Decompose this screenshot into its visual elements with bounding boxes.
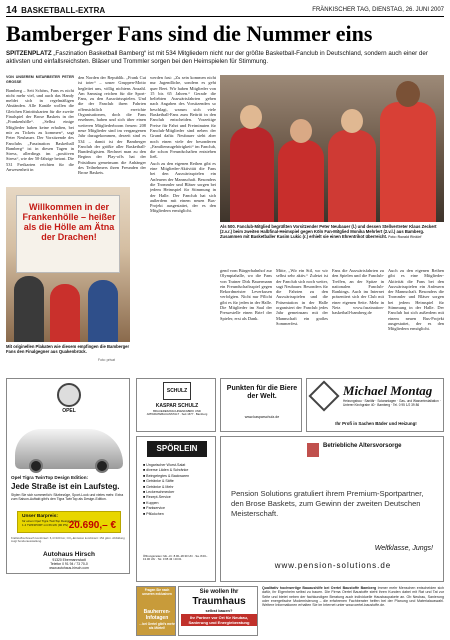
dealer-url[interactable]: www.autohaus-hirsch.com (49, 566, 89, 570)
opel-slogan: Jede Straße ist ein Laufsteg. (11, 482, 120, 491)
opel-fine-print: Kraftstoffverbrauch kombiniert: 6,4 l/100 km; CO₂-Emission kombiniert: 154 g/km. Abbildung zeigt Sonderausstattung. (11, 536, 125, 544)
car-image (15, 429, 123, 469)
fan-figure (14, 276, 44, 342)
price-note: für einen Opel Tigra TwinTop Design Edition 1.4 TWINPORT mit 66 kW (90 PS) (22, 519, 81, 527)
punkten-ad[interactable] (220, 378, 302, 432)
price-value: 20.690,– € (68, 520, 116, 531)
schulz-name: KASPAR SCHULZ (155, 403, 199, 409)
schulz-subtitle: BRAUEREIMASCHINENFABRIK UND APPARATEBAUANSTALT · Seit 1677 · Bamberg (146, 409, 208, 417)
traumhaus-title: Traumhaus (192, 596, 246, 607)
sponsor-tagline: Weltklasse, Jungs! (374, 545, 433, 552)
bauherren-ad[interactable] (136, 586, 176, 636)
punkten-slogan: Punkten für die Biere der Welt. (226, 385, 298, 400)
list-item: ■ Rezept-Service (143, 495, 171, 500)
montag-subtitle: Heizungsbau · Sanitär · Solaranlagen · Gas- und Wasserinstallation · Unterer Kirchgrabe 40 · Bamberg · Tel. 0 95 1/2 39 86 (343, 399, 441, 407)
sporlein-list (143, 463, 213, 517)
price-box (17, 511, 121, 533)
person-head (341, 109, 363, 133)
sponsor-heading: Betriebliche Altersvorsorge (323, 443, 402, 449)
list-item: ■ Ungarischer Wurst-Salat (143, 463, 186, 467)
traumhaus-banner: Ihr Partner vor Ort für Neubau, Sanierung und Energieberatung (181, 614, 257, 626)
column-text: Auch zu den eigenen Reihen gibt es eine Mitglieder-Aktivität die Fans bei den Auswärtsspielen ein Anfeuern der Mannschaft. Besonders die Trommler und Bläser sorgen bei jedem Heimspiel für Stimmung in der Halle. Der Fanclub hat sich außerdem mit einem neuen Bus-Projekt ausgestattet, der es den Mitgliedern ermöglicht. (150, 160, 216, 214)
opel-logo-icon (57, 383, 81, 407)
page-number: 14 (6, 4, 18, 16)
caption-text: Als 500. Fanclub-Mitglied begrüßten Vorsitzender Peter Neubauer (l.) und dessen Stellvertreter Klaus Zeckert (2.v.r.) beim zweiten Halbfinal-Heimspiel gegen Köln Fan-Mitglied Monika Mehrlert (2.v.l.) aus Bamberg. Zusammen mit Basketballer Kasim Lukic (r.) erhielt sie einen Ehrentrikot überreicht. (220, 224, 437, 239)
bauherren-title: Bauherren-Infotagen (143, 609, 171, 621)
fan-figure (88, 280, 118, 342)
article-column-1 (6, 75, 74, 185)
person-head (396, 81, 420, 107)
dealer-address: 91320 Ebermannstadt (52, 558, 86, 562)
oertel-advertorial (262, 586, 444, 636)
person-figure (380, 102, 436, 222)
column-text: Fans die Auswärtsfahrten zu den Spielen und die Fanclub-Treffen, an der Spitze in nationalen Fanclub-Rankings. Auch im Internet präsentiert sich der Club mit einer eigenen Seite. Mehr in Netz www.faszination-basketball-bamberg.de (332, 268, 384, 316)
traumhaus-ad[interactable] (178, 586, 258, 636)
article-column-4 (220, 268, 272, 374)
article-column-6 (332, 268, 384, 374)
opel-model: Opel Tigra TwinTop Design Edition: (11, 475, 89, 480)
traumhaus-question: Sie wollen Ihr (199, 589, 239, 595)
punkten-url[interactable]: www.kasparschulz.de (244, 415, 280, 419)
section-title: BASKETBALL-EXTRA (21, 5, 106, 15)
column-text: Mitte, „Wir ein Stil, wo wir selbst sehr aktiv.“ Zuletzt ist der Fanclub sich noch weiter, sagt Neubauer. Besonders für die Fahrten zu den Auswärtsspielen und die Präsentation in der Halle organisiert der Fanclub jedes Jahr gemeinsam mit der Mannschaft ein großes Sommerfest. (276, 268, 328, 326)
article-headline: Bamberger Fans sind die Nummer eins (6, 21, 373, 46)
fan-sign (16, 195, 120, 273)
dealer-name: Autohaus Hirsch (42, 551, 95, 558)
list-item: ■ Parkservice (143, 506, 165, 511)
wheel-icon (29, 459, 43, 473)
person-figure (278, 140, 324, 222)
article-column-3 (150, 75, 216, 375)
opel-brand: OPEL (62, 408, 76, 414)
list-item: ■ Kuppen (143, 500, 159, 505)
price-label: Unser Barpreis: (22, 514, 58, 519)
flag-icon (307, 443, 319, 457)
article-column-2 (78, 75, 146, 185)
article-column-7 (388, 268, 444, 374)
dealer-block (7, 551, 130, 574)
list-item: ■ Leckerschmecker (143, 490, 175, 495)
person-head (290, 119, 312, 143)
column-text: Bamberg – Seit Schöns, Fans es nicht nicht mehr viel, und auch das Handy meldet sich in regelmäßigen Abständen. Alle Kanäle wollen die Gleichen Eintrittskarten für die zweite Finalspiel der Brose Baskets in der „Frankenhölle“. „Selbst einige Mitglieder haben keine erhalten, bei mir zu Tickets zu kommen“, sagt Peter Neubauer. Der Vorsitzende des Fanclubs „Faszination Basketball Bamberg“ ist in diesen Tagen in Stress, allerdings im „positiven Stress“, wie der 50-Jährige betont. Die 531 Freikarten reichten für die Anwesenheit in (6, 87, 74, 173)
deck-lead: SPITZENPLATZ (6, 50, 52, 57)
article-byline: VON UNSEREM MITARBEITER PETER GROSSE (6, 75, 74, 85)
deck-text: „Faszination Basketball Bamberg“ ist mit 534 Mitgliedern nicht nur der größte Basketball-Fanclub in Deutschland, sondern auch einer der aktivsten und einfallsreichsten. Bläser und Trommler sorgen bei den Heimspielen für Stimmung. (6, 50, 428, 65)
list-item: ■ Pflückchen (143, 511, 164, 516)
schulz-logo: SCHULZ (163, 382, 191, 400)
bauherren-text: Fragen Sie nach unseren exklusiven (142, 588, 172, 596)
montag-ad[interactable] (306, 378, 444, 432)
dealer-phone: Telefon 0 91 94 / 73 70-0 (50, 562, 88, 566)
article-column-5 (276, 268, 328, 374)
opel-description: Stylen Sie sich sommerlich: Sitzbezüge, Sport-Look und vieles mehr. Extra zum Saison-Auftakt gibt's den Tigra TwinTop als Design-Edition. (11, 493, 124, 502)
column-text: gend vom Bürgerbahnhof zur Olympiahalle, wo die Fans von Trainer Dirk Bauermann ein Freundschaftsspiel gegen Rekordmeister Leverkusen verfolgten. Nicht nur Pflicht gibt es für jeden in der Halle. Die Mitglieder im Saal der Pressestelle einen Brief der Spieler, erst als Dank. (220, 268, 272, 321)
page-header (6, 4, 444, 17)
photo-caption-left: Mit originellen Plakaten wie diesem empfingen die Bamberger Fans den Finalgegner aus Quakenbrück. (6, 344, 130, 354)
photo-caption-right (220, 224, 444, 240)
wheel-icon (95, 459, 109, 473)
list-item: ■ Getränke & Säfte (143, 479, 174, 484)
photo-credit-right: Foto: Ronald Rinklef (388, 235, 422, 239)
list-item: ■ diverse Läden & Schränke (143, 468, 189, 473)
column-text: Auch zu den eigenen Reihen gibt es eine Mitglieder-Aktivität die Fans bei den Auswärtsspielen ein Anfeuern der Mannschaft. Besonders die Trommler und Bläser sorgen bei jedem Heimspiel für Stimmung in der Halle. Der Fanclub hat sich außerdem mit einem neuen Bus-Projekt ausgestattet, der es den Mitgliedern ermöglicht. (388, 268, 444, 332)
bauherren-footer: …bei Oertel gibt's mehr als Mörtel! (139, 622, 175, 630)
photo-credit-left: Foto: privat (98, 358, 115, 362)
fan-sign-text: Willkommen in der Frankenhölle – heißer als die Hölle am Ätna der Drachen! (22, 202, 116, 242)
sponsor-body: Pension Solutions gratuliert ihrem Premium-Sportpartner, den Brose Baskets, zum Gewinn der zweiten Deutschen Meisterschaft. (231, 489, 424, 518)
fan-sign-photo (6, 187, 130, 342)
person-figure (230, 127, 274, 222)
schulz-ad[interactable] (136, 378, 216, 432)
publication-date: FRÄNKISCHER TAG, DIENSTAG, 26. JUNI 2007 (312, 7, 444, 13)
fan-figure (50, 284, 80, 342)
sporlein-logo: SPÖRLEIN (147, 441, 207, 457)
montag-logo-icon (308, 380, 339, 411)
person-figure (328, 130, 376, 222)
advertorial-text: Immer mehr Menschen entscheiden sich dafür, ihr Eigenheim selbst zu bauen. Die Firma Oertel Baustoffe steht ihren Kunden dabei mit Rat und Tat zur Seite und bietet neben der fachkundigen Beratung auch individuelle Hausbaupakete an. Ob Neubau, Sanierung oder energetische Modernisierung – die erfahrenen Fachberater helfen bei der Planung und Materialauswahl. Weitere Informationen erhalten Sie im Internet unter www.oertel-baustoffe.de. (262, 586, 444, 608)
article-deck (6, 50, 444, 65)
montag-slogan: Ihr Profi in Sachen Bäder und Heizung! (335, 421, 417, 426)
opel-ad[interactable] (6, 378, 130, 574)
advertorial-lead: Qualitativ hochwertige Bauaushilfe bei Oertel Baustoffe Bamberg (262, 586, 377, 590)
sponsor-url[interactable]: www.pension-solutions.de (274, 561, 392, 570)
pension-solutions-ad[interactable] (220, 436, 444, 582)
sporlein-ad[interactable] (136, 436, 216, 582)
list-item: ■ Getränke & Mehr (143, 484, 174, 489)
sporlein-contact: Öffnungszeiten: Mo.–Fr. 8.00–18.30 Uhr · Sa. 8.00–13.00 Uhr · Tel. 0 95 43 / 20 01 (143, 554, 208, 562)
montag-name: Michael Montag (343, 383, 433, 398)
person-head (240, 105, 262, 129)
column-text: den Norden der Republik. „Frank Cut ist toter“ – unser Gruppen-Motto begleitet uns, völlig nichtens Anzahl. Am Samstag reichen für die Sport-Fans, zu den Auswärtsspielen. Und die der Fanclub ihren Fahrten offensichtlich erreichte Organisationen, doch die Fans ersehnen, haben und sich über einen weiteren Mitgliederboom freuen: 208 neue Mitglieder sind im vergangenen Jahr dazugekommen, derzeit sind es 534 – damit ist der Bamberger Fanclub der größte aller Basketball-Bundesligisten. Rechnet man zu den Beginn der Play-offs hat der Präsidium gemeinsam die Anhänger des Teilnehmers ihren Freunden der Brose Baskets. (78, 75, 146, 176)
fanclub-members-photo (220, 75, 444, 222)
traumhaus-subtitle: selbst bauen? (205, 608, 233, 613)
list-item: ■ Beingelegtes & Backwaren (143, 473, 190, 478)
column-text: werden fast: „Zu sein kommen nicht nur Jugendliche, sondern es geht quer Beet. Wir haben Mitglieder von 15 bis 65 Jahren.“ Gerade die beliebten Auswärtsfahrten gehen nach Angaben des Vorsitzenden so beschlagt, warum sich viele Basketball-Fans zum Beitritt in den Fanclub entscheiden. Vorzeitige Preise für Fahrt und Freiminuten für Fanclub-Mitglieder sind neben der Grund dafür. Neubauer sieht aber noch einen viele der besonderen „Familienzugehörigkeit“ im Fanclub, die schon Freundschaften entstehen ließ. (150, 75, 216, 160)
